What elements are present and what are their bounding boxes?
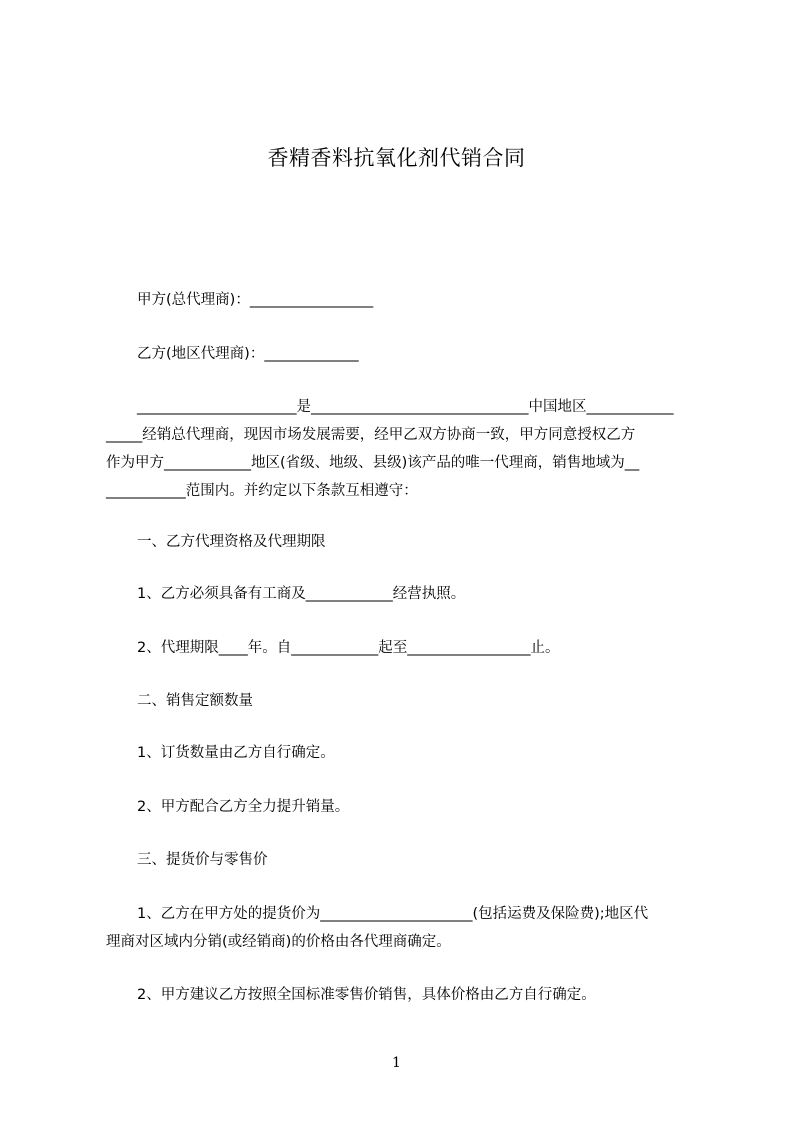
page-number: 1 <box>392 1055 401 1071</box>
section-3-item-1-line-1: 1、乙方在甲方处的提货价为_____________________(包括运费及保险费);地区代 <box>137 906 649 922</box>
section-1-item-2: 2、代理期限____年。自____________起至_________________止。 <box>137 640 560 656</box>
section-heading-1: 一、乙方代理资格及代理期限 <box>137 534 326 550</box>
intro-line-4: ___________范围内。并约定以下条款互相遵守： <box>106 483 418 499</box>
intro-line-1: ______________________是______________________________中国地区____________ <box>137 399 674 415</box>
section-2-item-1: 1、订货数量由乙方自行确定。 <box>137 745 335 761</box>
intro-line-2: _____经销总代理商，现因市场发展需要，经甲乙双方协商一致，甲方同意授权乙方 <box>106 427 636 443</box>
section-3-item-2: 2、甲方建议乙方按照全国标准零售价销售，具体价格由乙方自行确定。 <box>137 987 596 1003</box>
section-3-item-1-line-2: 理商对区域内分销(或经销商)的价格由各代理商确定。 <box>106 934 451 950</box>
party-a-line: 甲方(总代理商)：_________________ <box>137 292 374 308</box>
section-heading-3: 三、提货价与零售价 <box>137 852 268 868</box>
intro-line-3: 作为甲方____________地区(省级、地级、县级)该产品的唯一代理商，销售地域为__ <box>106 455 640 471</box>
section-heading-2: 二、销售定额数量 <box>137 693 253 709</box>
section-1-item-1: 1、乙方必须具备有工商及____________经营执照。 <box>137 586 466 602</box>
document-title: 香精香料抗氧化剂代销合同 <box>267 146 526 170</box>
party-b-line: 乙方(地区代理商)：_____________ <box>137 346 359 362</box>
section-2-item-2: 2、甲方配合乙方全力提升销量。 <box>137 799 350 815</box>
